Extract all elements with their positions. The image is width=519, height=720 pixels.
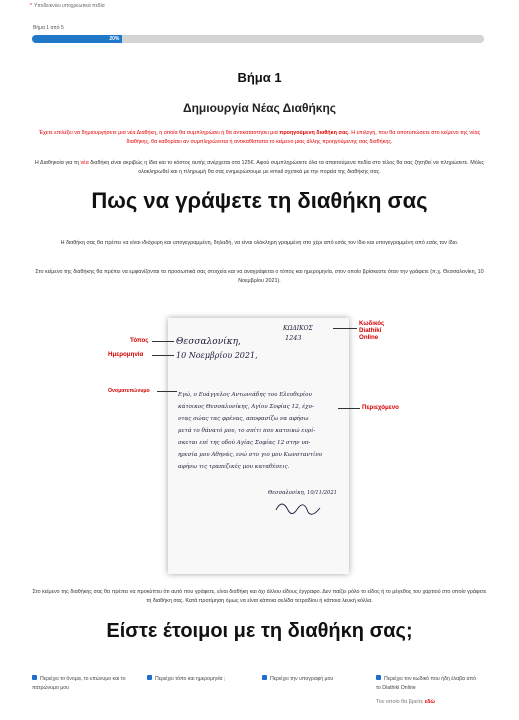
hw-line: Εγώ, ο Ευάγγελος Αντωνιάδης του Ελευθερίου: [178, 392, 312, 398]
step-counter: Βήμα 1 από 5: [33, 25, 64, 31]
label-content: Περιεχόμενο: [362, 404, 399, 411]
hw-line: μετά το θάνατό μου, το σπίτι που κατοικώ ευρί-: [178, 428, 316, 434]
required-star-icon: *: [30, 3, 32, 9]
code-link[interactable]: εδώ: [424, 699, 435, 705]
checkbox-code[interactable]: Περιέχει τον κωδικό που ήδη έλαβα από το Diathiki Online: [376, 676, 476, 691]
info-text: Η Διαθηκοία για τη νέα διαθήκη είναι ακριβώς η ίδια και το κόστος αυτής ανέρχεται στα 125€. Αφού συμπληρώσετε όλα τα απαιτούμενα πεδία στο τέλος θα σας ζητηθεί να πληρώσετε. Μόλις ολοκληρωθεί και η πληρωμή θα σας ενημερώσουμε με email σχετικά με την πορεία της διαθήκης σας.: [34, 160, 485, 175]
checkbox-signature[interactable]: Περιέχει την υπογραφή μου: [262, 675, 372, 684]
code-note: Τον οποίο θα βρείτε εδώ: [376, 699, 435, 705]
hw-line: ντας σώας τας φρένας, αποφασίζω να αφήσω: [178, 416, 309, 422]
how-paragraph-2: Στο κείμενο της διαθήκης θα πρέπει να εμφανίζονται τα προσωπικά σας στοιχεία και να αναγράφεται ο τόπος και ημερομηνία, στον οποίο βρίσκεστε όταν την γράφετε (π.χ. Θεσσαλονίκη, 10 Νοεμβρίου 2021).: [35, 269, 484, 284]
hw-line: κάτοικος Θεσσαλονίκης, Αγίου Σοφίας 12, έχο-: [178, 404, 314, 410]
new-word: νέα: [80, 160, 89, 166]
intro-bold: προηγούμενη διαθήκη σας: [279, 130, 349, 136]
ready-title: Είστε έτοιμοι με τη διαθήκη σας;: [106, 620, 413, 642]
checkbox-checked-icon[interactable]: [376, 675, 381, 680]
how-to-write-title: Πως να γράψετε τη διαθήκη σας: [91, 188, 428, 213]
label-place: Τόπος: [130, 337, 149, 344]
arrow-code: [333, 328, 357, 329]
section-title: Δημιουργία Νέας Διαθήκης: [182, 101, 337, 115]
checkbox-checked-icon[interactable]: [262, 675, 267, 680]
checkbox-name[interactable]: Περιέχει το όνομα, το επώνυμο και το πατρώνυμο μου: [32, 676, 126, 691]
hw-code-value: 1243: [285, 334, 302, 342]
hw-sign-place: Θεσσαλονίκη, 10/11/2021: [268, 490, 337, 496]
label-date: Ημερομηνία: [108, 351, 144, 358]
hw-line: σκεται επί της οδού Αγίας Σοφίας 12 στην υπ-: [178, 440, 311, 446]
hw-line: αφήνω τις τραπεζικές μου καταθέσεις.: [178, 464, 290, 470]
progress-bar: [32, 35, 484, 43]
checkbox-checked-icon[interactable]: [32, 675, 37, 680]
step-title: Βήμα 1: [237, 70, 282, 85]
label-name: Ονοματεπώνυμο: [108, 388, 150, 394]
arrow-name: [157, 391, 177, 392]
hw-line: ηρεσία μου Αθηνάς, ενώ στο γιο μου Κωνσταντίνο: [178, 452, 322, 458]
hw-place: Θεσσαλονίκη,: [176, 337, 241, 347]
checkbox-place-date[interactable]: Περιέχει τόπο και ημερομηνία ;: [147, 675, 257, 684]
will-example-image: [168, 318, 349, 574]
required-note: * Υποδεικνύει υποχρεωτικά πεδία: [30, 3, 105, 9]
arrow-place: [152, 341, 174, 342]
hw-date: 10 Νοεμβρίου 2021,: [176, 351, 258, 360]
intro-text: Έχετε επιλέξει να δημιουργήσετε μια νέα Διαθήκη, η οποία θα συμπληρώσει ή θα αντικαταστήσει μια προηγούμενη διαθήκη σας. Η επιλογή, που θα αποτυπώσετε στο κείμενο της νέας διαθήκης, θα καθορίσει αν συμπληρώνεται ή αντικαθίσταται το κείμενο μιας άλλης προηγούμενης σας διαθήκης.: [38, 130, 481, 145]
how-paragraph-3: Στο κείμενο της διαθήκης σας θα πρέπει να προκύπτει ότι αυτό που γράφετε, είναι διαθήκη και όχι άλλου είδους έγγραφο. Δεν παίζει ρόλο το είδος ή το μέγεθος του χαρτιού στο οποίο γράφετε τη διαθήκη σας. Κατά προτίμηση όμως να είναι κάποια σελίδα τετραδίου ή κάποια λευκή κόλλα.: [32, 589, 487, 604]
how-paragraph-1: Η διαθήκη σας θα πρέπει να είναι ιδιόχειρη και υπογεγραμμένη, δηλαδή, να είναι ολόκληρη γραμμένη στο χέρι από εσάς τον ίδιο και υπογεγραμμένη από εσάς τον ίδιο.: [60, 240, 459, 246]
arrow-date: [152, 355, 174, 356]
arrow-content: [338, 408, 360, 409]
signature-icon: [276, 504, 320, 514]
checkbox-checked-icon[interactable]: [147, 675, 152, 680]
progress-fill: 20%: [32, 35, 122, 43]
label-code: Κωδικός Diathiki Online: [359, 320, 385, 341]
hw-code-label: ΚΩΔΙΚΟΣ: [283, 325, 313, 332]
